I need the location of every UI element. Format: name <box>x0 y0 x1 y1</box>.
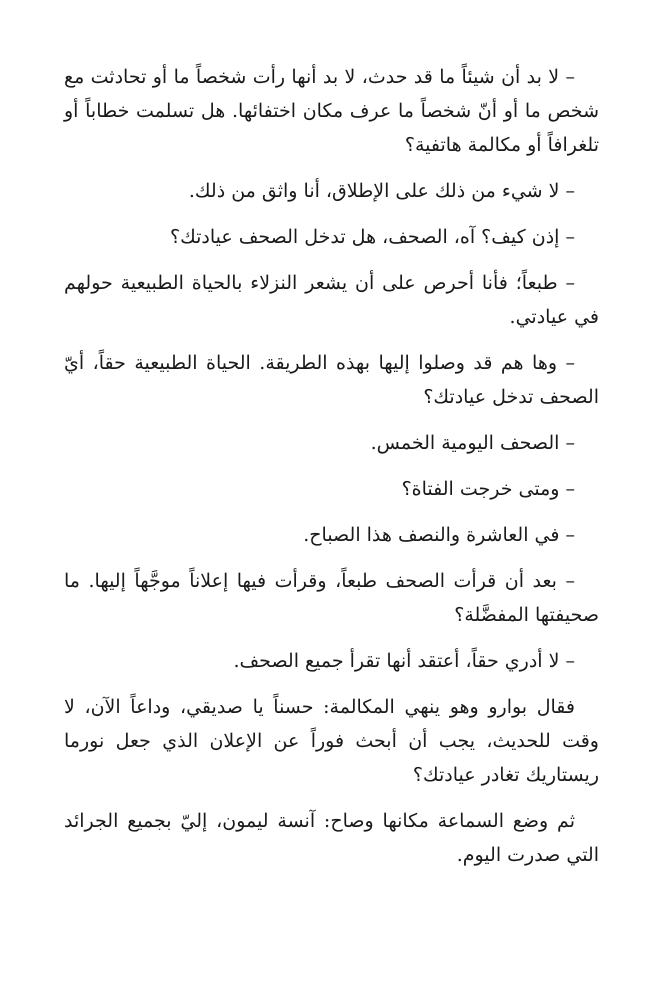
book-page <box>64 60 599 884</box>
paragraph-1: – لا بد أن شيئاً ما قد حدث، لا بد أنها رأت شخصاً ما أو تحادثت مع شخص ما أو أنّ شخصاً ما عرف مكان اختفائها. هل تسلمت خطاباً أو تلغرافاً أو مكالمة هاتفية؟ <box>64 66 599 156</box>
paragraph-9: – بعد أن قرأت الصحف طبعاً، وقرأت فيها إعلاناً موجَّهاً إليها. ما صحيفتها المفضَّلة؟ <box>64 570 599 626</box>
paragraph-11: فقال بوارو وهو ينهي المكالمة: حسناً يا صديقي، وداعاً الآن، لا وقت للحديث، يجب أن أبحث فوراً عن الإعلان الذي جعل نورما ريستاريك تغادر عيادتك؟ <box>64 696 599 786</box>
paragraph-8: – في العاشرة والنصف هذا الصباح. <box>303 524 575 546</box>
paragraph-6: – الصحف اليومية الخمس. <box>370 432 575 454</box>
paragraph-2: – لا شيء من ذلك على الإطلاق، أنا واثق من ذلك. <box>188 180 575 202</box>
paragraph-5: – وها هم قد وصلوا إليها بهذه الطريقة. الحياة الطبيعية حقاً، أيّ الصحف تدخل عيادتك؟ <box>64 352 599 408</box>
paragraph-4: – طبعاً؛ فأنا أحرص على أن يشعر النزلاء بالحياة الطبيعية حولهم في عيادتي. <box>64 272 599 328</box>
paragraph-3: – إذن كيف؟ آه، الصحف، هل تدخل الصحف عيادتك؟ <box>169 226 575 248</box>
paragraph-10: – لا أدري حقاً، أعتقد أنها تقرأ جميع الصحف. <box>233 650 575 672</box>
paragraph-7: – ومتى خرجت الفتاة؟ <box>401 478 575 500</box>
paragraph-12: ثم وضع السماعة مكانها وصاح: آنسة ليمون، إليّ بجميع الجرائد التي صدرت اليوم. <box>64 810 599 866</box>
